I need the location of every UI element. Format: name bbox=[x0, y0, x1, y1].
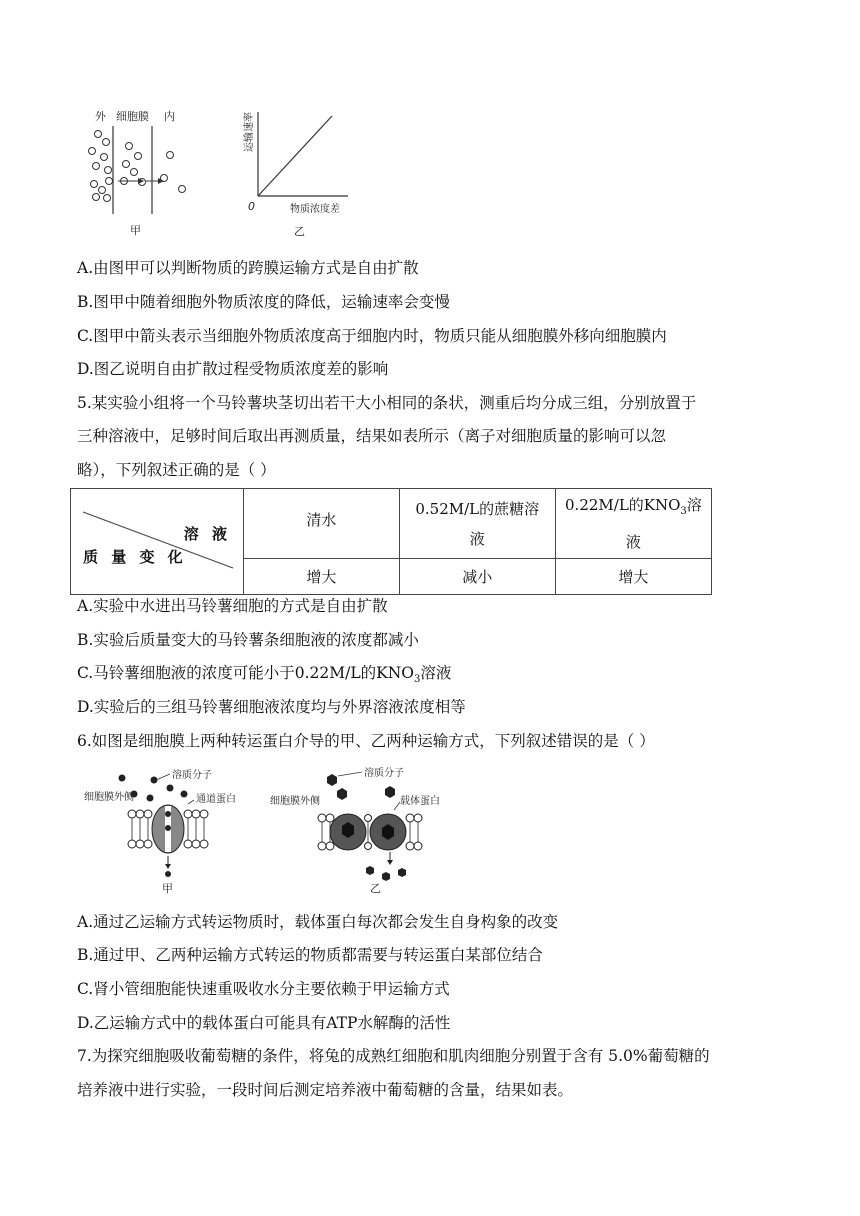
q5-stem-line3: 略），下列叙述正确的是（ ） bbox=[77, 461, 276, 479]
q5-option-b: B.实验后质量变大的马铃薯条细胞液的浓度都减小 bbox=[77, 631, 419, 649]
q6-option-b: B.通过甲、乙两种运输方式转运的物质都需要与转运蛋白某部位结合 bbox=[77, 946, 543, 964]
jia-caption: 甲 bbox=[130, 224, 141, 237]
q5-option-c-sub: 3 bbox=[413, 674, 421, 686]
result-water: 增大 bbox=[244, 559, 400, 595]
q5-table bbox=[70, 488, 712, 595]
result-sucrose: 减小 bbox=[399, 559, 555, 595]
header-kno3 bbox=[555, 489, 711, 559]
q6-yi-caption: 乙 bbox=[370, 882, 381, 894]
q6-stem: 6.如图是细胞膜上两种转运蛋白介导的甲、乙两种运输方式，下列叙述错误的是（ ） bbox=[77, 732, 655, 750]
yi-caption: 乙 bbox=[294, 225, 305, 238]
table-corner-cell bbox=[71, 489, 244, 595]
q6-jia-solute: 溶质分子 bbox=[172, 770, 212, 781]
q5-option-d: D.实验后的三组马铃薯细胞液浓度均与外界溶液浓度相等 bbox=[77, 698, 466, 716]
yi-ylabel: 运输速率 bbox=[244, 112, 255, 152]
q4-option-d: D.图乙说明自由扩散过程受物质浓度差的影响 bbox=[77, 360, 389, 378]
header-kno3-suffix: 溶 bbox=[686, 496, 702, 514]
q5-option-c-prefix: C.马铃薯细胞液的浓度可能小于0.22M/L的KNO bbox=[77, 664, 414, 682]
q4-option-b: B.图甲中随着细胞外物质浓度的降低，运输速率会变慢 bbox=[77, 293, 450, 311]
q6-yi-solute: 溶质分子 bbox=[364, 768, 404, 779]
membrane-label: 细胞膜 bbox=[116, 110, 149, 123]
q6-jia-outer: 细胞膜外侧 bbox=[84, 792, 134, 803]
corner-bottom-label: 质 量 变 化 bbox=[83, 547, 187, 566]
figure-jia-membrane bbox=[82, 104, 212, 240]
q4-option-a: A.由图甲可以判断物质的跨膜运输方式是自由扩散 bbox=[77, 259, 419, 277]
q5-option-c-suffix: 溶液 bbox=[420, 664, 452, 682]
q5-stem-line2: 三种溶液中，足够时间后取出再测质量，结果如表所示（离子对细胞质量的影响可以忽 bbox=[77, 427, 667, 445]
header-kno3-sub: 3 bbox=[680, 506, 687, 517]
header-water: 清水 bbox=[244, 489, 400, 559]
q6-yi-outer: 细胞膜外侧 bbox=[270, 796, 320, 807]
q6-option-c: C.肾小管细胞能快速重吸收水分主要依赖于甲运输方式 bbox=[77, 980, 450, 998]
q6-option-a: A.通过乙运输方式转运物质时，载体蛋白每次都会发生自身构象的改变 bbox=[77, 913, 559, 931]
corner-top-label: 溶 液 bbox=[183, 524, 231, 543]
result-kno3: 增大 bbox=[555, 559, 711, 595]
yi-xlabel: 物质浓度差 bbox=[290, 204, 340, 215]
header-sucrose bbox=[399, 489, 555, 559]
q5-stem-line1: 5.某实验小组将一个马铃薯块茎切出若干大小相同的条状，测重后均分成三组，分别放置于 bbox=[77, 394, 697, 412]
header-sucrose-line1: 0.52M/L的蔗糖溶 bbox=[415, 499, 540, 518]
figure-yi-graph bbox=[238, 104, 368, 240]
q5-option-c bbox=[77, 663, 451, 690]
header-kno3-line2: 液 bbox=[625, 533, 641, 551]
yi-origin: 0 bbox=[248, 200, 255, 213]
q6-option-d: D.乙运输方式中的载体蛋白可能具有ATP水解酶的活性 bbox=[77, 1014, 451, 1032]
inside-label: 内 bbox=[164, 110, 175, 123]
q6-jia-channel: 通道蛋白 bbox=[196, 794, 236, 805]
q6-jia-caption: 甲 bbox=[162, 882, 173, 894]
outside-label: 外 bbox=[95, 110, 106, 123]
figure-carrier-protein bbox=[270, 764, 510, 894]
q7-stem-line2: 培养液中进行实验，一段时间后测定培养液中葡萄糖的含量，结果如表。 bbox=[77, 1081, 574, 1099]
figure-channel-protein bbox=[84, 764, 254, 894]
header-kno3-prefix: 0.22M/L的KNO bbox=[565, 496, 681, 514]
q4-option-c: C.图甲中箭头表示当细胞外物质浓度高于细胞内时，物质只能从细胞膜外移向细胞膜内 bbox=[77, 327, 667, 345]
header-sucrose-line2: 液 bbox=[469, 529, 485, 548]
q7-stem-line1: 7.为探究细胞吸收葡萄糖的条件，将兔的成熟红细胞和肌肉细胞分别置于含有 5.0%葡萄糖的 bbox=[77, 1047, 710, 1065]
q6-yi-carrier: 载体蛋白 bbox=[400, 796, 440, 807]
q5-option-a: A.实验中水进出马铃薯细胞的方式是自由扩散 bbox=[77, 597, 388, 615]
